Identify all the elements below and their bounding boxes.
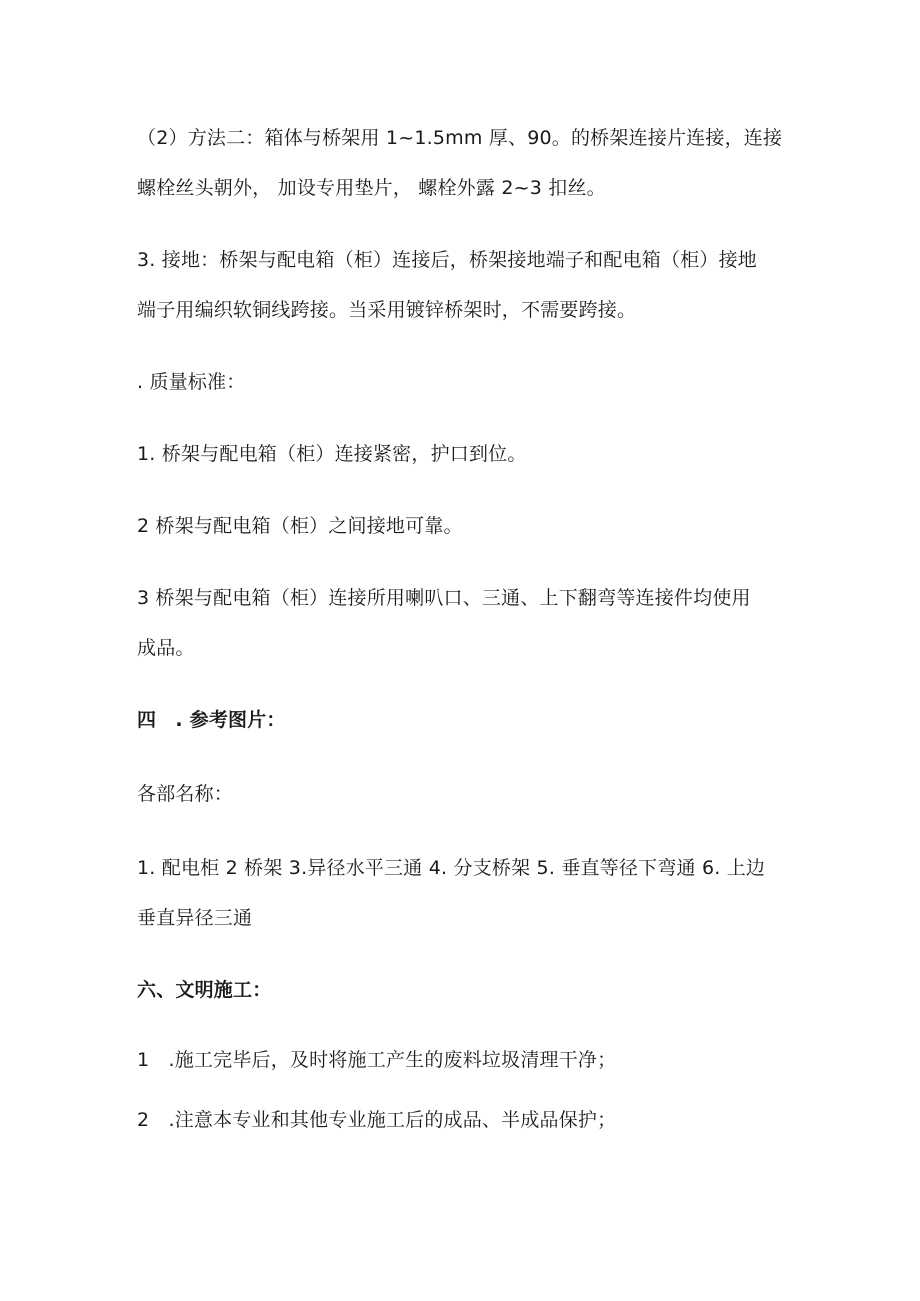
grounding-line1: 3. 接地：桥架与配电箱（柜）连接后，桥架接地端子和配电箱（柜）接地 — [137, 249, 757, 271]
civilized-item-1: 1 .施工完毕后，及时将施工产生的废料垃圾清理干净； — [137, 1049, 617, 1071]
parts-line2: 垂直异径三通 — [137, 907, 253, 929]
quality-item-3-line2: 成品。 — [137, 637, 195, 659]
civilized-heading: 六、文明施工： — [137, 979, 272, 1001]
grounding-line2: 端子用编织软铜线跨接。当采用镀锌桥架时，不需要跨接。 — [137, 299, 637, 321]
method2-line2: 螺栓丝头朝外， 加设专用垫片， 螺栓外露 2~3 扣丝。 — [137, 177, 606, 199]
quality-heading: . 质量标准： — [137, 371, 246, 393]
parts-label: 各部名称： — [137, 783, 234, 805]
civilized-item-2: 2 .注意本专业和其他专业施工后的成品、半成品保护； — [137, 1109, 617, 1131]
parts-line1: 1. 配电柜 2 桥架 3.异径水平三通 4. 分支桥架 5. 垂直等径下弯通 6. 上边 — [137, 857, 766, 879]
quality-item-2: 2 桥架与配电箱（柜）之间接地可靠。 — [137, 515, 463, 537]
quality-item-1: 1. 桥架与配电箱（柜）连接紧密，护口到位。 — [137, 443, 527, 465]
reference-heading: 四 . 参考图片： — [137, 709, 286, 731]
quality-item-3-line1: 3 桥架与配电箱（柜）连接所用喇叭口、三通、上下翻弯等连接件均使用 — [137, 587, 751, 609]
method2-line1: （2）方法二：箱体与桥架用 1~1.5mm 厚、90。的桥架连接片连接，连接 — [137, 127, 783, 149]
